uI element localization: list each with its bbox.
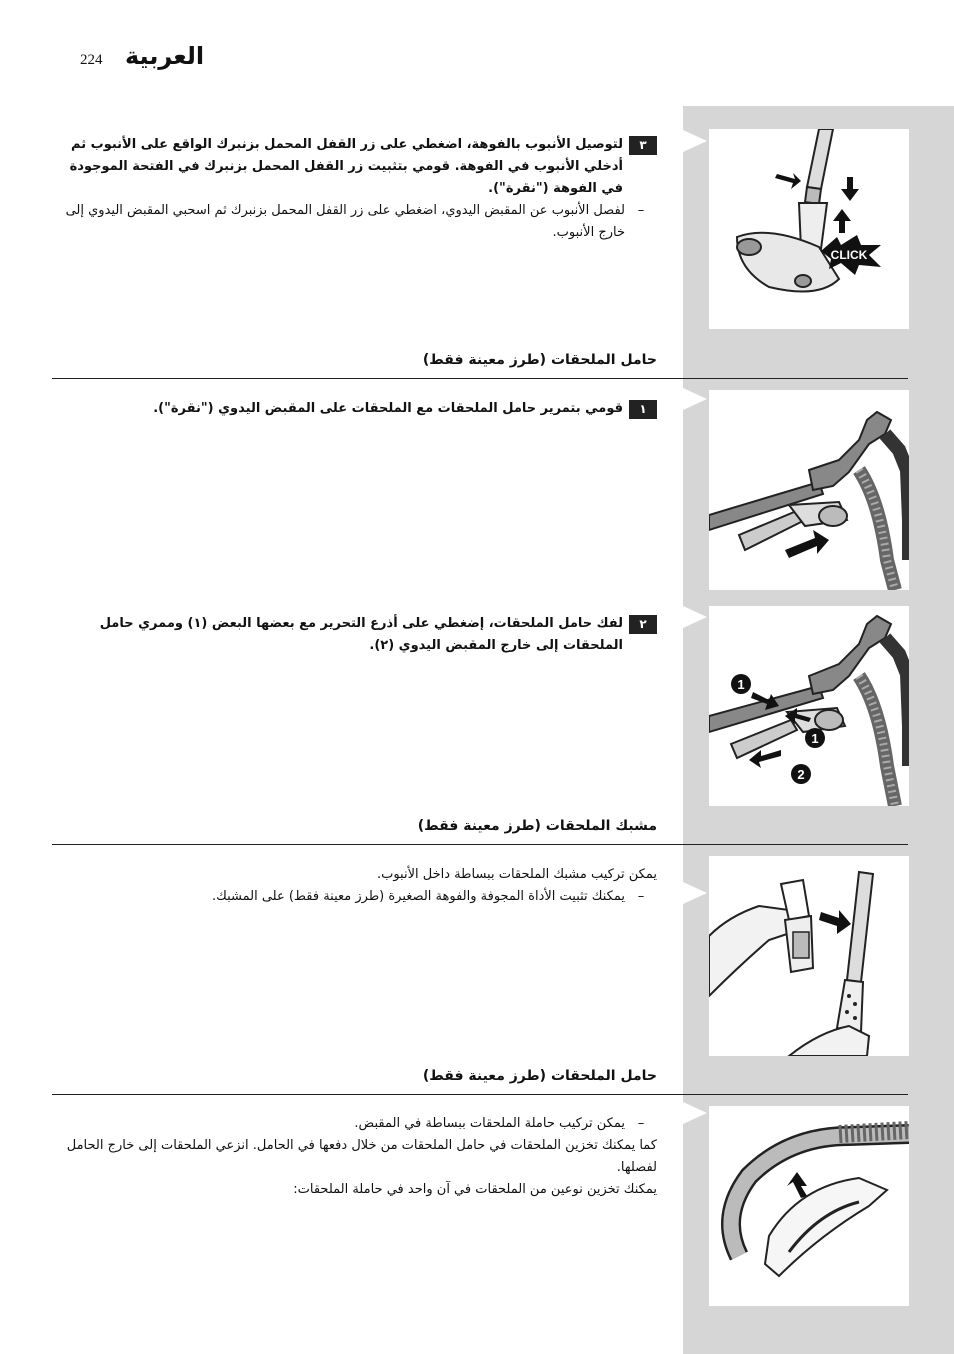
step-number: ٢ [629,615,657,634]
nozzle-illustration [709,129,909,329]
dash: – [637,889,645,904]
section-title-accessory-holder-2: حامل الملحقات (طرز معينة فقط) [422,1068,657,1084]
bullet-item [55,886,657,908]
step-3-block [55,134,657,244]
attach-holder-illustration [709,390,909,590]
section-title-accessory-clip: مشبك الملحقات (طرز معينة فقط) [417,818,657,834]
section-rule [52,844,908,845]
paragraph: يمكنك تخزين نوعين من الملحقات في آن واحد في حاملة الملحقات: [293,1182,657,1197]
step-text: قومي بتمرير حامل الملحقات مع الملحقات على المقبض اليدوي ("نقرة"). [153,401,623,416]
callout-2: 2 [797,767,805,782]
paragraph: كما يمكنك تخزين الملحقات في حامل الملحقات من خلال دفعها في الحامل. انزعي الملحقات إلى خارج الحامل لفصلها. [66,1138,657,1175]
step-text: لتوصيل الأنبوب بالفوهة، اضغطي على زر القفل المحمل بزنبرك الواقع على الأنبوب ثم أدخلي الأنبوب في الفوهة. قومي بتثبيت زر القفل المحمل بزنبرك في الفتحة الموجودة في الفوهة ("نقرة"). [69,137,623,196]
arrow-tab [683,130,707,152]
section-title-accessory-holder: حامل الملحقات (طرز معينة فقط) [422,352,657,368]
language-title: العربية [125,42,205,70]
step-number: ٣ [629,136,657,155]
step-3 [55,134,657,200]
step-1-block [55,398,657,420]
click-label: CLICK [830,248,868,262]
dash: – [637,1116,645,1131]
callout-1: 1 [737,677,745,692]
bullet-item [55,1113,657,1135]
callout-1: 1 [811,731,819,746]
detach-holder-illustration [709,606,909,806]
paragraph: يمكن تركيب مشبك الملحقات ببساطة داخل الأنبوب. [376,867,657,882]
bullet-text: يمكن تركيب حاملة الملحقات ببساطة في المقبض. [354,1116,625,1131]
section-rule [52,378,908,379]
step-text: لفك حامل الملحقات، إضغطي على أذرع التحرير مع بعضها البعض (١) وممري حامل الملحقات إلى خارج المقبض اليدوي (٢). [99,616,623,653]
dash: – [637,203,645,218]
arrow-tab [683,1102,707,1124]
step-2-block [50,613,657,657]
clip-illustration [709,856,909,1056]
step-number: ١ [629,400,657,419]
bullet-item [55,200,657,244]
accessory-holder-2-text [55,1113,657,1201]
arrow-tab [683,606,707,628]
step-1 [55,398,657,420]
bullet-text: يمكنك تثبيت الأداة المجوفة والفوهة الصغيرة (طرز معينة فقط) على المشبك. [212,889,625,904]
arrow-tab [683,882,707,904]
step-2 [50,613,657,657]
page-number: 224 [80,52,103,68]
holder-handle-illustration [709,1106,909,1306]
section-rule [52,1094,908,1095]
accessory-clip-text [55,864,657,908]
bullet-text: لفصل الأنبوب عن المقبض اليدوي، اضغطي على زر القفل المحمل بزنبرك ثم اسحبي المقبض اليدوي إلى خارج الأنبوب. [65,203,625,240]
arrow-tab [683,388,707,410]
